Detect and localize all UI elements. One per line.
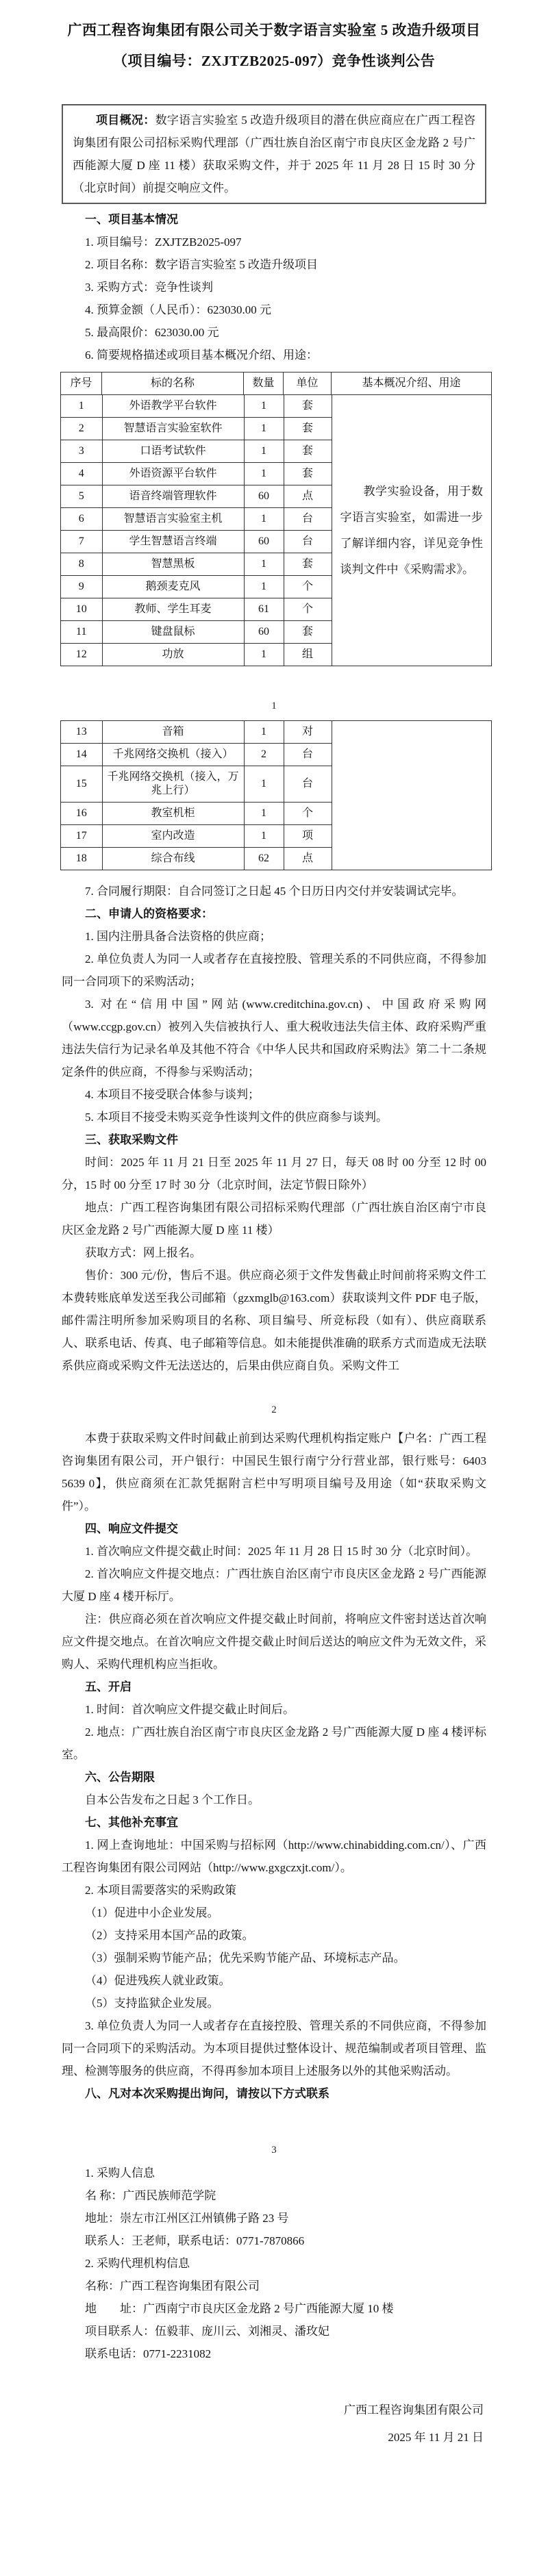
- cell-index: 1: [61, 395, 102, 418]
- paragraph: 5. 最高限价：623030.00 元: [85, 326, 219, 339]
- table-row: [61, 440, 332, 463]
- cell-unit: 套: [284, 418, 332, 440]
- items-table-header: [61, 372, 491, 395]
- cell-unit: 个: [284, 598, 332, 621]
- signature-block: [62, 2397, 486, 2451]
- cell-quantity: 1: [244, 825, 284, 848]
- table-row: [61, 848, 332, 870]
- page-number-3: 3: [271, 2145, 277, 2156]
- table-row: [61, 621, 332, 644]
- cell-index: 16: [61, 803, 102, 825]
- cell-quantity: 60: [244, 531, 284, 553]
- table-row: [61, 531, 332, 553]
- paragraph: 售价：300 元/份，售后不退。供应商必须于文件发售截止时间前将采购文件工本费转账底单发送至我公司邮箱（gzxmglb@163.com）获取谈判文件 PDF 电子版，邮件需注明所参加采购项目的名称、项目编号、所竞标段（如有）、供应商联系人、联系电话、传真、电子邮箱等信息。如未能提供准确的联系方式而造成无法联系供应商或采购文件无法送达的，后果由供应商自负。采购文件工: [62, 1269, 486, 1372]
- cell-unit: 点: [284, 848, 332, 870]
- cell-item-name: 教师、学生耳麦: [102, 598, 244, 621]
- signature-org: 广西工程咨询集团有限公司: [344, 2403, 484, 2416]
- merged-description-text: 教学实验设备，用于数字语言实验室，如需进一步了解详细内容，详见竞争性谈判文件中《采购需求》。: [340, 484, 483, 576]
- section-requirements-and-documents: [62, 880, 486, 1377]
- table-row: [61, 508, 332, 531]
- cell-unit: 个: [284, 803, 332, 825]
- paragraph: 注：供应商必须在首次响应文件提交截止时间前，将响应文件密封送达首次响应文件提交地点。在首次响应文件提交截止时间后送达的响应文件为无效文件，采购人、采购代理机构应当拒收。: [62, 1613, 486, 1671]
- cell-index: 15: [61, 766, 102, 803]
- paragraph: 1. 项目编号：ZXJTZB2025-097: [85, 236, 242, 249]
- items-table-page2: [60, 720, 492, 870]
- cell-quantity: 1: [244, 803, 284, 825]
- cell-quantity: 1: [244, 766, 284, 803]
- table-row: [61, 744, 332, 766]
- paragraph: 7. 合同履行期限：自合同签订之日起 45 个日历日内交付并安装调试完毕。: [85, 885, 464, 898]
- cell-quantity: 1: [244, 553, 284, 576]
- paragraph: 1. 网上查询地址：中国采购与招标网（http://www.chinabidding.com.cn/）、广西工程咨询集团有限公司网站（http://www.gxgczxjt.com/）。: [62, 1839, 486, 1874]
- cell-index: 2: [61, 418, 102, 440]
- paragraph: 名 称：广西民族师范学院: [85, 2189, 216, 2202]
- cell-index: 7: [61, 531, 102, 553]
- cell-index: 9: [61, 576, 102, 598]
- paragraph: 八、凡对本次采购提出询问，请按以下方式联系: [85, 2087, 329, 2100]
- table-row: [61, 418, 332, 440]
- cell-unit: 套: [284, 621, 332, 644]
- table-row: [61, 576, 332, 598]
- cell-quantity: 60: [244, 485, 284, 508]
- paragraph: 5. 本项目不接受未购买竞争性谈判文件的供应商参与谈判。: [85, 1111, 388, 1124]
- cell-quantity: 1: [244, 576, 284, 598]
- cell-unit: 台: [284, 508, 332, 531]
- paragraph: 4. 预算金额（人民币）：623030.00 元: [85, 303, 271, 316]
- paragraph: 联系电话：0771-2231082: [85, 2347, 212, 2360]
- cell-unit: 台: [284, 531, 332, 553]
- section-submission-and-policies: [62, 1427, 486, 2105]
- paragraph: （3）强制采购节能产品；优先采购节能产品、环境标志产品。: [85, 1952, 406, 1965]
- overview-body: 数字语言实验室 5 改造升级项目的潜在供应商应在广西工程咨询集团有限公司招标采购代理部（广西壮族自治区南宁市良庆区金龙路 2 号广西能源大厦 D 座 11 楼）获取采购文件，并于 2025 年 11 月 28 日 15 时 30 分（北京时间）前提交响应文件。: [73, 114, 475, 194]
- items-rows-page2: [61, 721, 332, 870]
- page-number-2: 2: [271, 1404, 277, 1415]
- paragraph: 四、响应文件提交: [85, 1522, 178, 1535]
- cell-index: 10: [61, 598, 102, 621]
- paragraph: 二、申请人的资格要求：: [85, 907, 213, 920]
- cell-item-name: 功放: [102, 644, 244, 666]
- cell-unit: 台: [284, 744, 332, 766]
- cell-index: 12: [61, 644, 102, 666]
- paragraph: 1. 采购人信息: [85, 2167, 155, 2180]
- table-row: [61, 644, 332, 666]
- table-row: [61, 825, 332, 848]
- cell-quantity: 1: [244, 721, 284, 744]
- col-header-description: 基本概况介绍、用途: [362, 377, 461, 389]
- paragraph: 名称：广西工程咨询集团有限公司: [85, 2280, 260, 2293]
- cell-item-name: 千兆网络交换机（接入）: [102, 744, 244, 766]
- paragraph: 2. 采购代理机构信息: [85, 2257, 190, 2270]
- paragraph: （5）支持监狱企业发展。: [85, 1997, 219, 2010]
- cell-index: 17: [61, 825, 102, 848]
- paragraph: 项目联系人：伍毅菲、庞川云、刘湘灵、潘玫妃: [85, 2325, 329, 2338]
- cell-quantity: 1: [244, 440, 284, 463]
- paragraph: 2. 首次响应文件提交地点：广西壮族自治区南宁市良庆区金龙路 2 号广西能源大厦 D 座 4 楼开标厅。: [62, 1567, 486, 1603]
- cell-quantity: 2: [244, 744, 284, 766]
- cell-item-name: 键盘鼠标: [102, 621, 244, 644]
- table-row: [61, 721, 332, 744]
- cell-item-name: 语音终端管理软件: [102, 485, 244, 508]
- cell-unit: 套: [284, 395, 332, 418]
- cell-quantity: 1: [244, 644, 284, 666]
- table-row: [61, 463, 332, 485]
- cell-index: 4: [61, 463, 102, 485]
- paragraph: 1. 首次响应文件提交截止时间：2025 年 11 月 28 日 15 时 30 分（北京时间）。: [85, 1545, 478, 1558]
- cell-unit: 套: [284, 463, 332, 485]
- paragraph: （1）促进中小企业发展。: [85, 1906, 219, 1919]
- cell-item-name: 外语教学平台软件: [102, 395, 244, 418]
- paragraph: 6. 简要规格描述或项目基本概况介绍、用途：: [85, 349, 318, 362]
- paragraph: 本费于获取采购文件时间截止前到达采购代理机构指定账户【户名：广西工程咨询集团有限公司，开户银行：中国民生银行南宁分行营业部，银行账号：6403 5639 0】，供应商须在汇款凭据附言栏中写明项目编号及用途（如“获取采购文件”）。: [62, 1432, 486, 1513]
- paragraph: 3. 对在“信用中国”网站(www.creditchina.gov.cn)、中国政府采购网（www.ccgp.gov.cn）被列入失信被执行人、重大税收违法失信主体、政府采购严重违法失信行为记录名单及其他不符合《中华人民共和国政府采购法》第二十二条规定条件的供应商，不得参与采购活动；: [62, 998, 486, 1078]
- items-table-page1: [60, 372, 492, 666]
- overview-text: [73, 109, 475, 199]
- merged-description-cell-empty: [332, 721, 492, 870]
- cell-item-name: 音箱: [102, 721, 244, 744]
- col-header-unit: 单位: [284, 372, 332, 394]
- cell-index: 11: [61, 621, 102, 644]
- cell-item-name: 千兆网络交换机（接入，万兆上行）: [102, 766, 244, 803]
- table-row: [61, 395, 332, 418]
- cell-index: 5: [61, 485, 102, 508]
- paragraph: 2. 地点：广西壮族自治区南宁市良庆区金龙路 2 号广西能源大厦 D 座 4 楼评标室。: [62, 1726, 486, 1761]
- cell-quantity: 1: [244, 508, 284, 531]
- paragraph: 4. 本项目不接受联合体参与谈判；: [85, 1088, 260, 1101]
- paragraph: 3. 单位负责人为同一人或者存在直接控股、管理关系的不同供应商，不得参加同一合同项下的采购活动。为本项目提供过整体设计、规范编制或者项目管理、监理、检测等服务的供应商，不得再参加本项目上述服务以外的其他采购活动。: [62, 2019, 486, 2078]
- cell-unit: 组: [284, 644, 332, 666]
- cell-item-name: 室内改造: [102, 825, 244, 848]
- cell-index: 3: [61, 440, 102, 463]
- cell-unit: 点: [284, 485, 332, 508]
- cell-item-name: 外语资源平台软件: [102, 463, 244, 485]
- cell-unit: 台: [284, 766, 332, 803]
- paragraph: 1. 国内注册具备合法资格的供应商；: [85, 930, 271, 943]
- paragraph: （4）促进残疾人就业政策。: [85, 1974, 231, 1987]
- cell-quantity: 60: [244, 621, 284, 644]
- cell-item-name: 学生智慧语言终端: [102, 531, 244, 553]
- cell-index: 8: [61, 553, 102, 576]
- paragraph: 1. 时间：首次响应文件提交截止时间后。: [85, 1703, 295, 1716]
- cell-index: 18: [61, 848, 102, 870]
- cell-quantity: 1: [244, 418, 284, 440]
- table-row: [61, 598, 332, 621]
- cell-item-name: 口语考试软件: [102, 440, 244, 463]
- paragraph: 2. 单位负责人为同一人或者存在直接控股、管理关系的不同供应商，不得参加同一合同项下的采购活动；: [62, 952, 486, 988]
- paragraph: 联系人：王老师，联系电话：0771-7870866: [85, 2234, 305, 2247]
- cell-quantity: 1: [244, 463, 284, 485]
- table-row: [61, 485, 332, 508]
- cell-quantity: 1: [244, 395, 284, 418]
- cell-unit: 套: [284, 553, 332, 576]
- col-header-index: 序号: [61, 372, 102, 394]
- paragraph: 七、其他补充事宜: [85, 1816, 178, 1829]
- paragraph: 获取方式：网上报名。: [85, 1246, 201, 1259]
- items-rows-page1: [61, 395, 332, 666]
- cell-item-name: 智慧语言实验室软件: [102, 418, 244, 440]
- document-title-line2: （项目编号：ZXJTZB2025-097）竞争性谈判公告: [112, 53, 436, 69]
- paragraph: 3. 采购方式：竞争性谈判: [85, 281, 213, 294]
- paragraph: 自本公告发布之日起 3 个工作日。: [85, 1793, 260, 1806]
- paragraph: 地址：崇左市江州区江州镇佛子路 23 号: [85, 2212, 289, 2225]
- paragraph: 地点：广西工程咨询集团有限公司招标采购代理部（广西壮族自治区南宁市良庆区金龙路 2 号广西能源大厦 D 座 11 楼）: [62, 1201, 486, 1237]
- table-row: [61, 803, 332, 825]
- cell-unit: 项: [284, 825, 332, 848]
- section-contact-info: [62, 2162, 486, 2365]
- cell-unit: 对: [284, 721, 332, 744]
- cell-index: 14: [61, 744, 102, 766]
- cell-unit: 个: [284, 576, 332, 598]
- col-header-item-name: 标的名称: [102, 372, 244, 394]
- paragraph: 地 址：广西南宁市良庆区金龙路 2 号广西能源大厦 10 楼: [85, 2302, 394, 2315]
- cell-quantity: 62: [244, 848, 284, 870]
- cell-item-name: 智慧黑板: [102, 553, 244, 576]
- section-basic-info: [62, 208, 486, 366]
- table-row: [61, 553, 332, 576]
- paragraph: 2. 本项目需要落实的采购政策: [85, 1884, 236, 1897]
- paragraph: （2）支持采用本国产品的政策。: [85, 1929, 254, 1942]
- page-number-1: 1: [271, 700, 277, 711]
- paragraph: 五、开启: [85, 1680, 132, 1693]
- cell-item-name: 智慧语言实验室主机: [102, 508, 244, 531]
- paragraph: 2. 项目名称：数字语言实验室 5 改造升级项目: [85, 258, 318, 271]
- cell-item-name: 教室机柜: [102, 803, 244, 825]
- cell-index: 6: [61, 508, 102, 531]
- paragraph: 三、获取采购文件: [85, 1133, 178, 1146]
- cell-item-name: 综合布线: [102, 848, 244, 870]
- signature-date: 2025 年 11 月 21 日: [388, 2431, 484, 2444]
- paragraph: 一、项目基本情况: [85, 213, 178, 226]
- cell-item-name: 鹅颈麦克风: [102, 576, 244, 598]
- col-header-quantity: 数量: [244, 372, 284, 394]
- cell-index: 13: [61, 721, 102, 744]
- merged-description-cell: [332, 395, 492, 666]
- table-row: [61, 766, 332, 803]
- document-title-line1: 广西工程咨询集团有限公司关于数字语言实验室 5 改造升级项目: [67, 22, 481, 38]
- cell-quantity: 61: [244, 598, 284, 621]
- paragraph: 时间：2025 年 11 月 21 日至 2025 年 11 月 27 日，每天 08 时 00 分至 12 时 00 分，15 时 00 分至 17 时 30 分（北京时间，法定节假日除外）: [62, 1156, 486, 1191]
- overview-label: 项目概况：: [96, 114, 155, 127]
- overview-box: [62, 104, 486, 204]
- paragraph: 六、公告期限: [85, 1771, 155, 1784]
- cell-unit: 套: [284, 440, 332, 463]
